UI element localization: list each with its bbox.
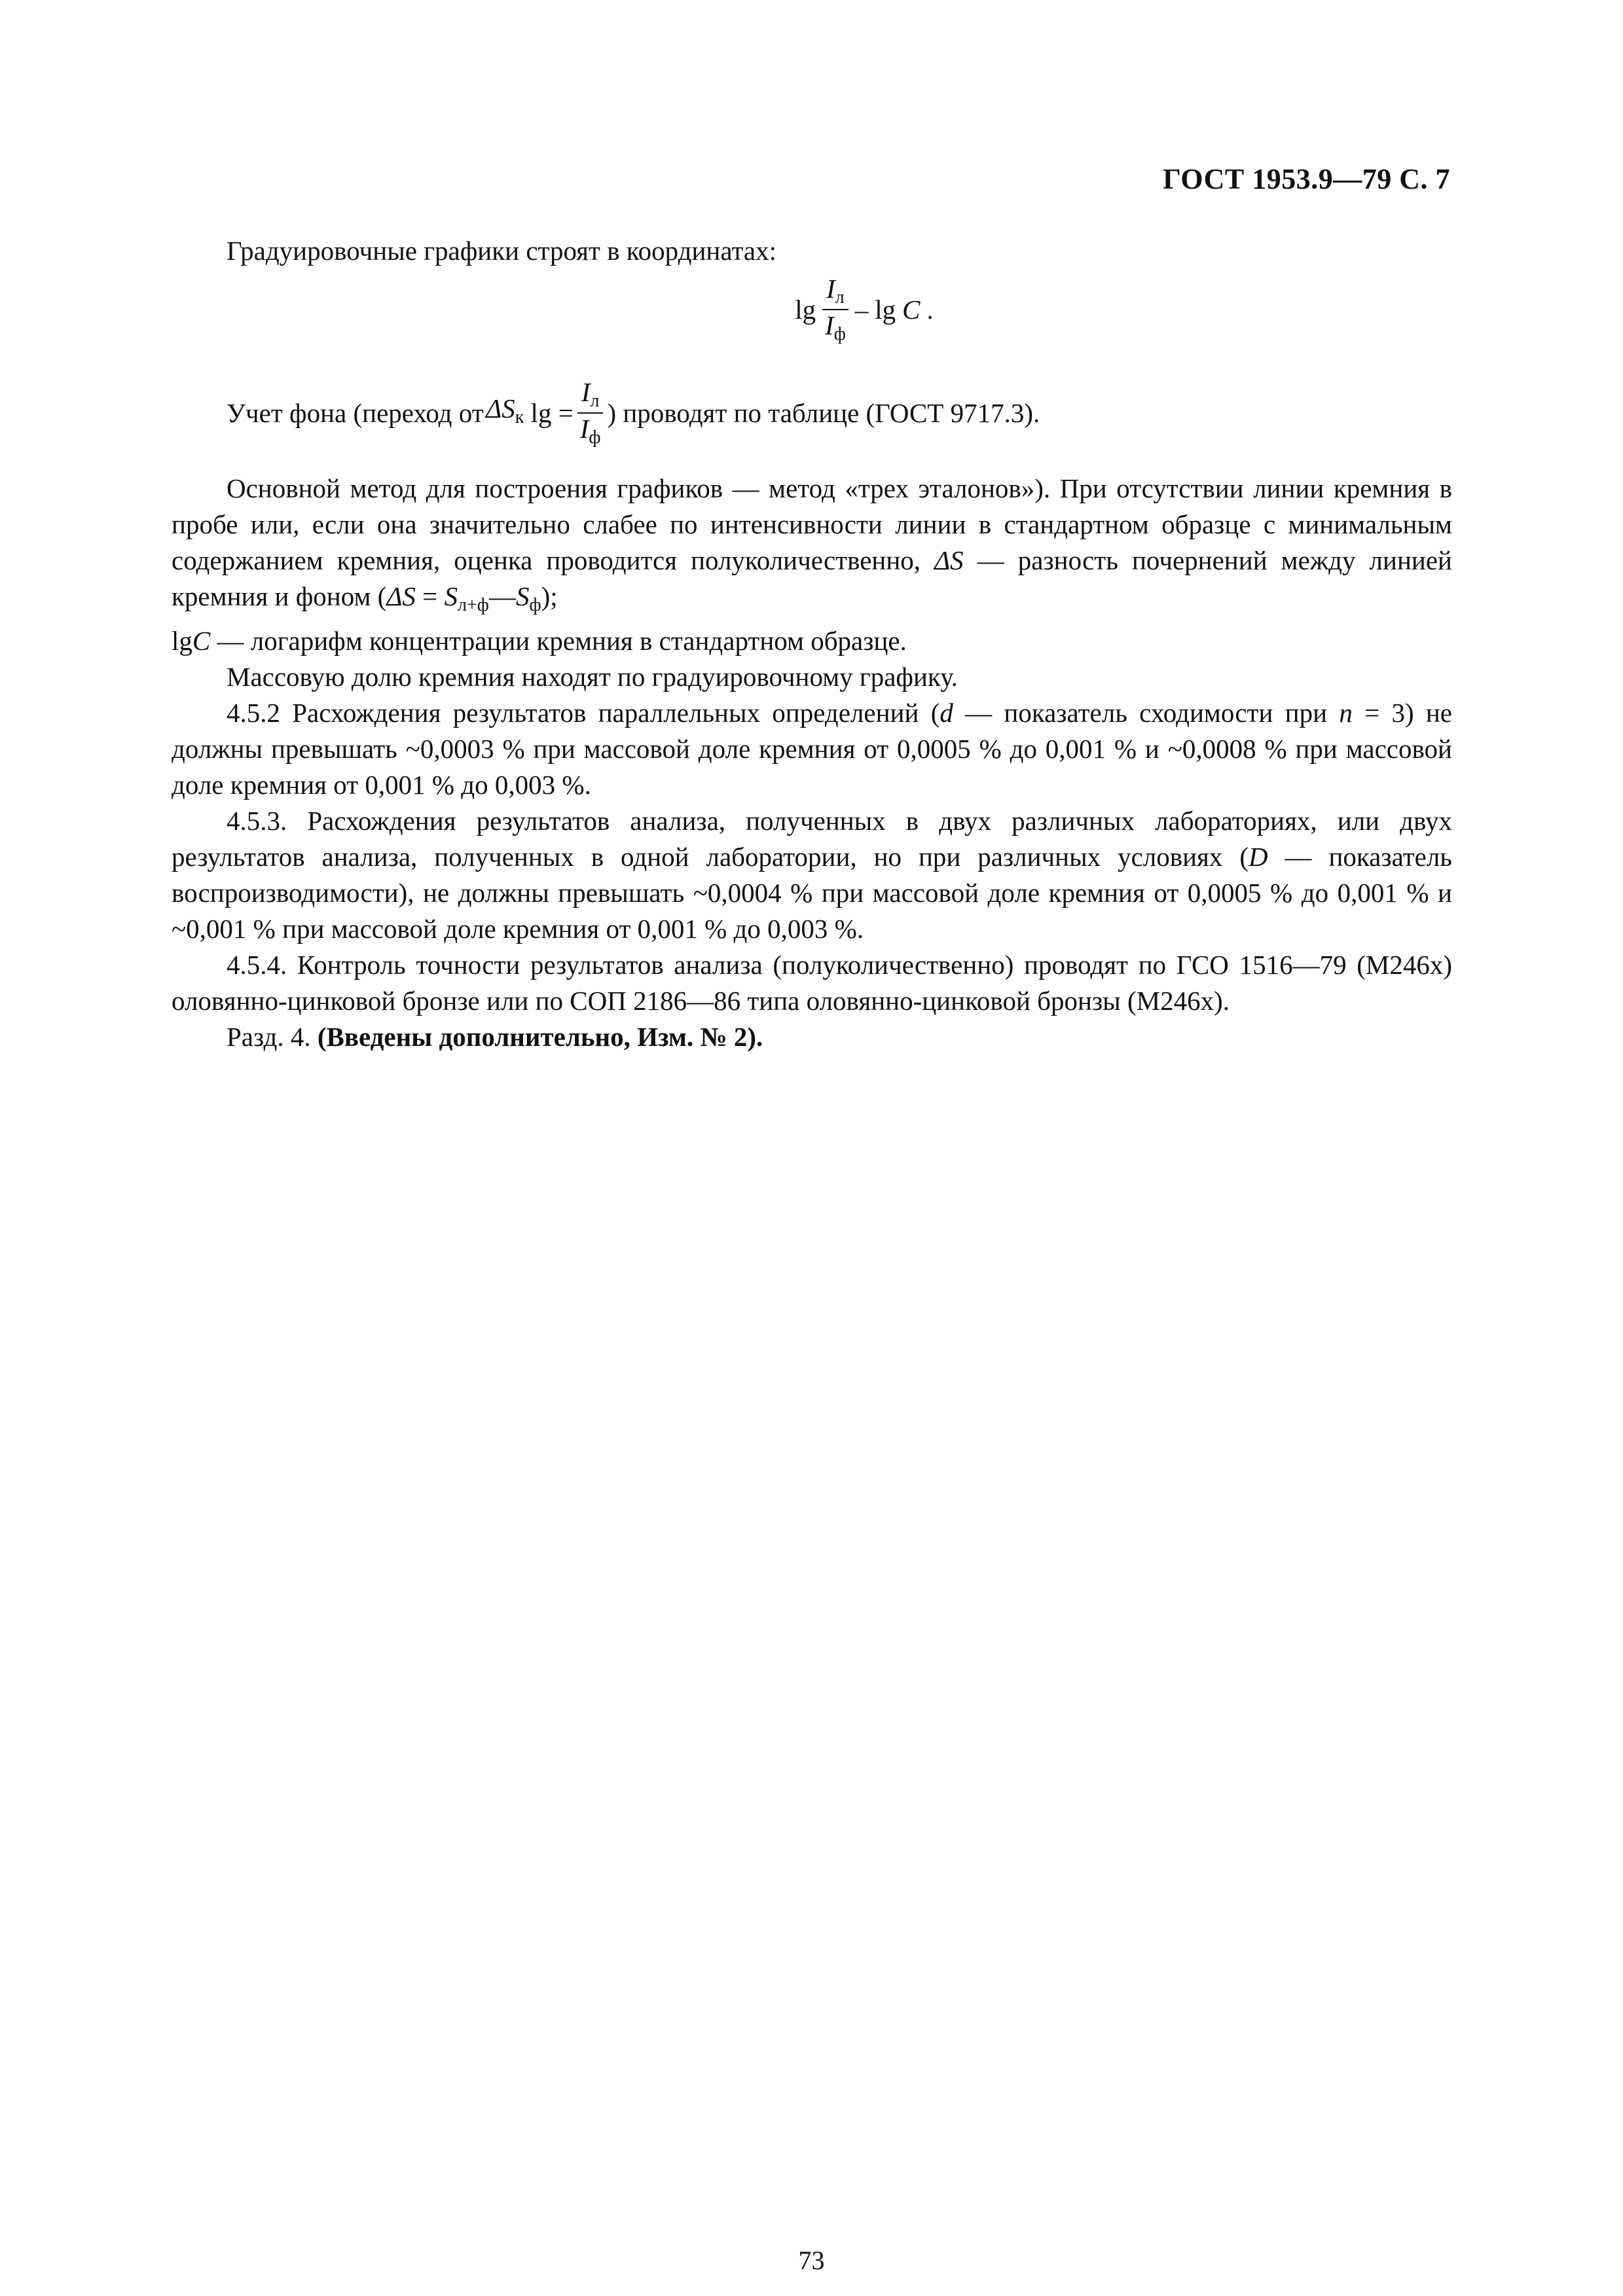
page-number: 73 xyxy=(798,2246,825,2275)
paragraph-mass-fraction: Массовую долю кремния находят по градуировочному графику. xyxy=(227,662,958,692)
background-fraction: $\frac{I_л}{I_ф}$ xyxy=(577,379,604,447)
paragraph-4-5-2: 4.5.2 Расхождения результатов параллельных определений (d — показатель сходимости при n = 3) не должны превышать ~0,0003 % при массовой доле кремния от 0,0005 % до 0,001 % и ~0,0008 % при массовой доле кремния от 0,001 % до 0,003 %. xyxy=(172,698,1452,800)
background-text-after: ) проводят по таблице (ГОСТ 9717.3). xyxy=(607,397,1040,428)
formula-dot: . xyxy=(926,294,934,325)
calibration-formula xyxy=(172,276,1452,354)
background-lg: lg = xyxy=(530,397,574,428)
document-body xyxy=(172,233,1452,1055)
intro-paragraph: Градуировочные графики строят в координатах: xyxy=(227,236,776,266)
formula-numerator: I xyxy=(826,274,835,304)
paragraph-4-5-3: 4.5.3. Расхождения результатов анализа, полученных в двух различных лабораториях, или двух результатов анализа, полученных в одной лаборатории, но при различных условиях (D — показатель воспроизводимости), не должны превышать ~0,0004 % при массовой доле кремния от 0,0005 % до 0,001 % и ~0,001 % при массовой доле кремния от 0,001 % до 0,003 %. xyxy=(172,806,1452,944)
background-text-before: Учет фона (переход от xyxy=(227,397,484,428)
formula-minus: – xyxy=(854,294,869,325)
background-paragraph xyxy=(172,374,1452,452)
formula-lg: lg xyxy=(795,294,816,325)
formula-numerator-sub: л xyxy=(835,287,845,308)
formula-c: C xyxy=(902,294,921,325)
formula-denominator-sub: ф xyxy=(833,324,846,344)
formula-lg-2: lg xyxy=(875,294,896,325)
paragraph-lgc: lgC — логарифм концентрации кремния в стандартном образце. xyxy=(172,626,907,656)
paragraph-amendment: Разд. 4. (Введены дополнительно, Изм. № 2). xyxy=(227,1022,763,1052)
background-delta-s: $\Delta S_к$ xyxy=(486,393,524,427)
formula-denominator: I xyxy=(825,310,834,340)
paragraph-main-method: Основной метод для построения графиков — метод «трех эталонов»). При отсутствии линии кремния в пробе или, если она значительно слабее по интенсивности линии в стандартном образце с минимальным содержанием кремния, оценка проводится полуколичественно, ΔS — разность почернений между линией кремния и фоном $(\Delta S = S_{л+ф}—S_ф)$; xyxy=(172,473,1452,615)
paragraph-4-5-4: 4.5.4. Контроль точности результатов анализа (полуколичественно) проводят по ГСО 1516—79 (М246х) оловянно-цинковой бронзе или по СОП 2186—86 типа оловянно-цинковой бронзы (М246х). xyxy=(172,950,1452,1016)
document-header: ГОСТ 1953.9—79 С. 7 xyxy=(1162,163,1450,195)
formula-fraction xyxy=(822,276,848,344)
